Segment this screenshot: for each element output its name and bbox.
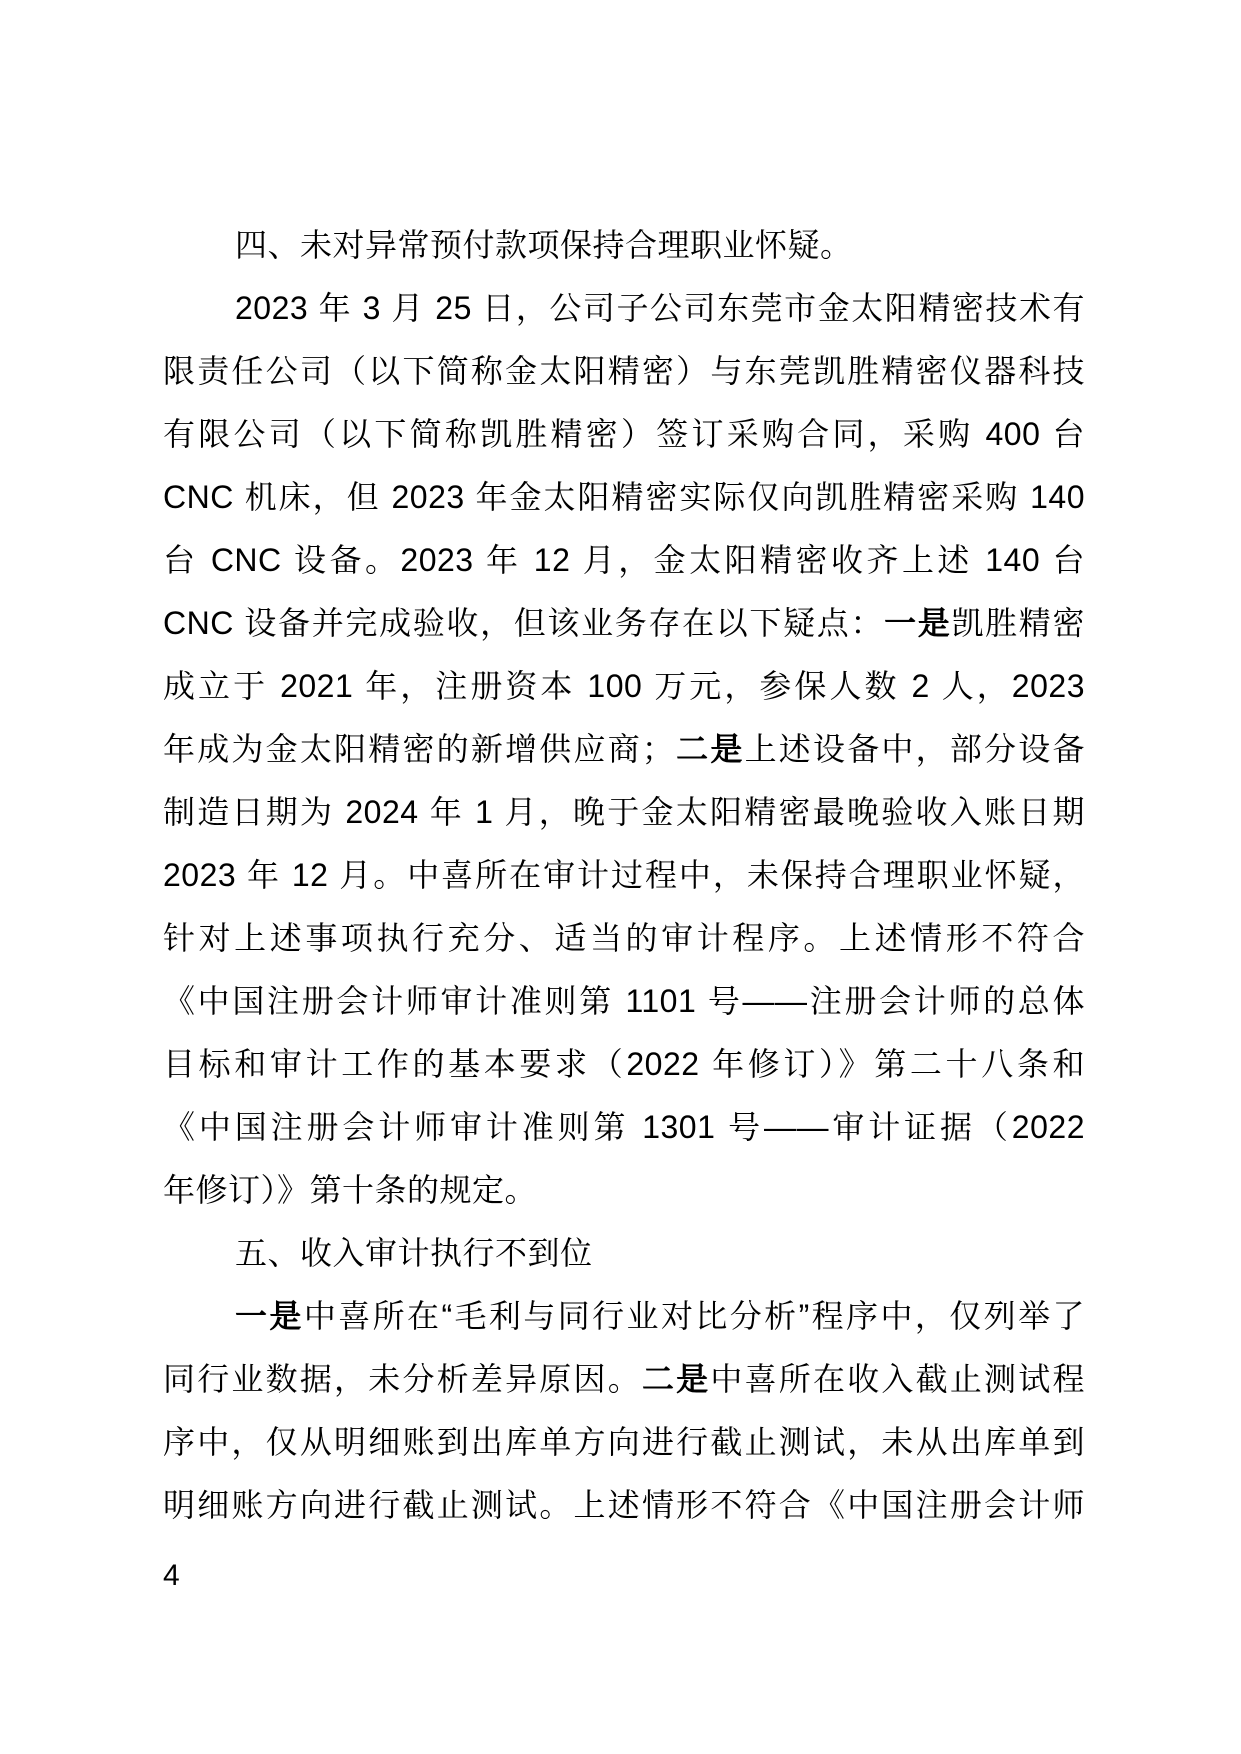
bold-marker: 二是 xyxy=(641,1361,711,1397)
text-segment: 《中国注册会计师审计准则第 1101 号——注册会计师的总体 xyxy=(163,983,1085,1019)
text-line xyxy=(163,1411,1085,1474)
text-segment: 制造日期为 2024 年 1 月，晚于金太阳精密最晚验收入账日期 xyxy=(163,794,1085,830)
text-line xyxy=(163,655,1085,718)
text-segment: 序中，仅从明细账到出库单方向进行截止测试，未从出库单到 xyxy=(163,1424,1085,1460)
text-segment: 同行业数据，未分析差异原因。 xyxy=(163,1361,642,1397)
section-heading xyxy=(163,1222,1085,1285)
text-segment: 年成为金太阳精密的新增供应商； xyxy=(163,731,675,767)
text-line xyxy=(163,1096,1085,1159)
text-line xyxy=(163,1159,1085,1222)
text-line xyxy=(163,1033,1085,1096)
text-line xyxy=(163,718,1085,781)
text-segment: 2023 年 3 月 25 日，公司子公司东莞市金太阳精密技术有 xyxy=(235,290,1085,326)
text-segment: 年修订）》第十条的规定。 xyxy=(163,1172,538,1208)
text-line xyxy=(163,970,1085,1033)
text-segment: 中喜所在“毛利与同行业对比分析”程序中，仅列举了 xyxy=(303,1298,1085,1334)
text-segment: 针对上述事项执行充分、适当的审计程序。上述情形不符合 xyxy=(163,920,1085,956)
text-line xyxy=(163,907,1085,970)
text-line xyxy=(163,1285,1085,1348)
text-line xyxy=(163,592,1085,655)
text-line xyxy=(163,529,1085,592)
text-line xyxy=(163,340,1085,403)
text-segment: 凯胜精密 xyxy=(951,605,1085,641)
text-segment: CNC 机床，但 2023 年金太阳精密实际仅向凯胜精密采购 140 xyxy=(163,479,1085,515)
text-segment: 成立于 2021 年，注册资本 100 万元，参保人数 2 人，2023 xyxy=(163,668,1085,704)
text-line xyxy=(163,403,1085,466)
text-segment: 中喜所在收入截止测试程 xyxy=(710,1361,1085,1397)
text-line xyxy=(163,277,1085,340)
text-segment: CNC 设备并完成验收，但该业务存在以下疑点： xyxy=(163,605,885,641)
text-segment: 限责任公司（以下简称金太阳精密）与东莞凯胜精密仪器科技 xyxy=(163,353,1085,389)
text-segment: 明细账方向进行截止测试。上述情形不符合《中国注册会计师 xyxy=(163,1487,1085,1523)
text-line xyxy=(163,1474,1085,1537)
text-line xyxy=(163,844,1085,907)
bold-marker: 二是 xyxy=(674,731,745,767)
text-line xyxy=(163,466,1085,529)
text-line xyxy=(163,1348,1085,1411)
text-segment: 2023 年 12 月。中喜所在审计过程中，未保持合理职业怀疑， xyxy=(163,857,1085,893)
section-heading xyxy=(163,214,1085,277)
text-segment: 有限公司（以下简称凯胜精密）签订采购合同，采购 400 台 xyxy=(163,416,1085,452)
heading-text: 四、未对异常预付款项保持合理职业怀疑。 xyxy=(235,227,853,263)
text-segment: 《中国注册会计师审计准则第 1301 号——审计证据（2022 xyxy=(163,1109,1085,1145)
text-segment: 目标和审计工作的基本要求（2022 年修订）》第二十八条和 xyxy=(163,1046,1085,1082)
page-number: 4 xyxy=(163,1559,180,1592)
bold-marker: 一是 xyxy=(884,605,952,641)
document-text-block xyxy=(163,214,1085,1537)
text-line xyxy=(163,781,1085,844)
text-segment: 上述设备中，部分设备 xyxy=(744,731,1085,767)
bold-marker: 一是 xyxy=(235,1298,304,1334)
text-segment: 台 CNC 设备。2023 年 12 月，金太阳精密收齐上述 140 台 xyxy=(163,542,1085,578)
heading-text: 五、收入审计执行不到位 xyxy=(235,1235,593,1271)
